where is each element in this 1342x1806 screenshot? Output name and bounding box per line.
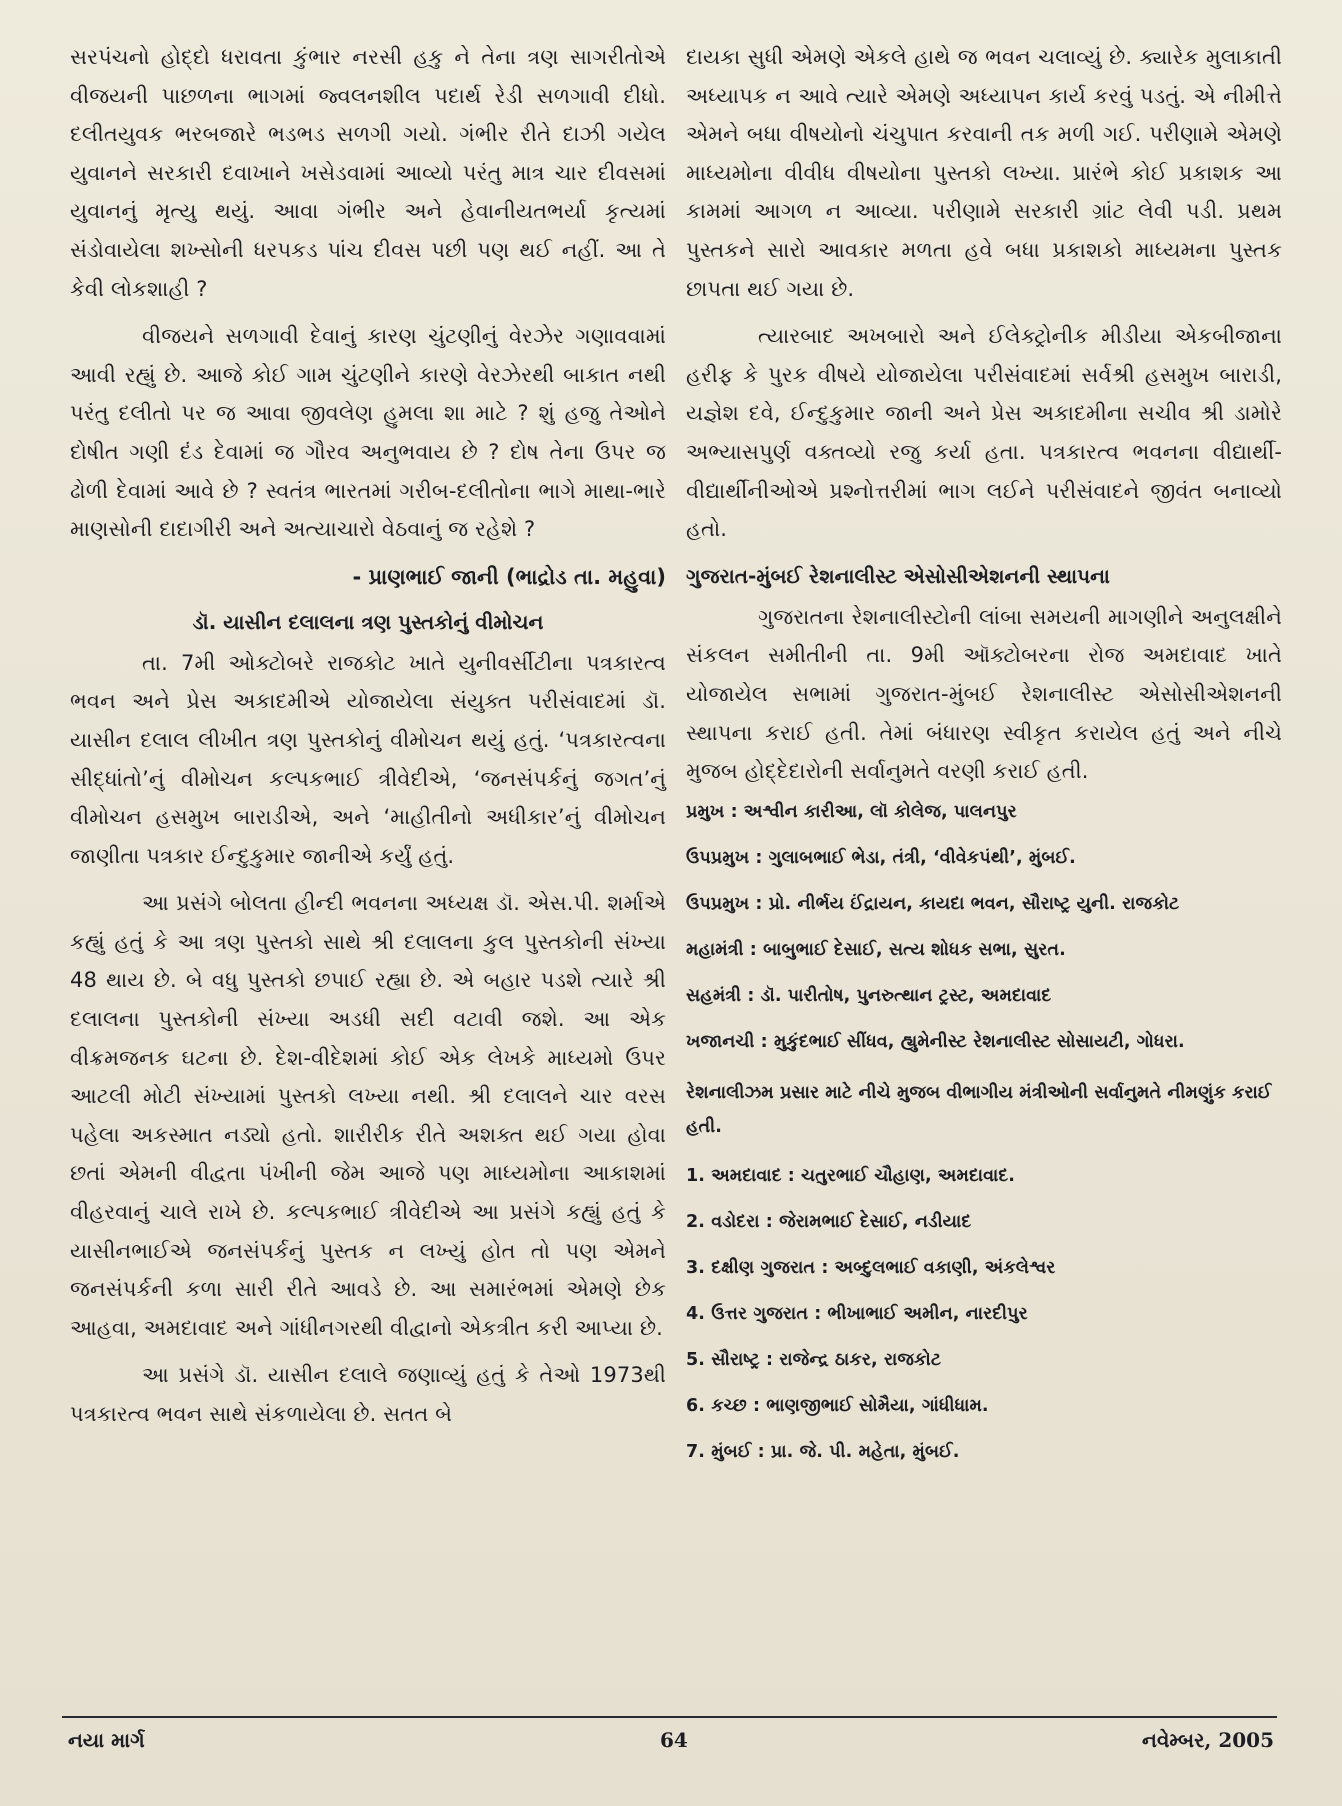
- list-item: 2. વડોદરા : જેરામભાઈ દેસાઈ, નડીયાદ: [686, 1211, 972, 1232]
- list-item: 6. કચ્છ : ભાણજીભાઈ સોમૈયા, ગાંધીધામ.: [686, 1395, 989, 1416]
- list-item: પ્રમુખ : અશ્વીન કારીઆ, લૉ કોલેજ, પાલનપુર: [686, 801, 1017, 822]
- article-paragraph: ત્યારબાદ અખબારો અને ઈલેક્ટ્રોનીક મીડીયા એકબીજાના હરીફ કે પુરક વીષયે યોજાયેલા પરીસંવાદમાં સર્વશ્રી હસમુખ બારાડી, યજ્ઞેશ દવે, ઈન્દુકુમાર જાની અને પ્રેસ અકાદમીના સચીવ શ્રી ડામોરે અભ્યાસપુર્ણ વક્તવ્યો રજુ કર્યા હતા. પત્રકારત્વ ભવનના વીદ્યાર્થી-વીદ્યાર્થીનીઓએ પ્રશ્નોત્તરીમાં ભાગ લઈને પરીસંવાદને જીવંત બનાવ્યો હતો.: [686, 324, 1282, 542]
- list-item: ખજાનચી : મુકુંદભાઈ સીંધવ, હ્યુમેનીસ્ટ રેશનાલીસ્ટ સોસાયટી, ગોધરા.: [686, 1031, 1185, 1052]
- magazine-name: નયા માર્ગ: [68, 1728, 145, 1752]
- appointment-note: રેશનાલીઝમ પ્રસાર માટે નીચે મુજબ વીભાગીય મંત્રીઓની સર્વાનુમતે નીમણુંક કરાઈ હતી.: [686, 1082, 1272, 1137]
- list-item: 3. દક્ષીણ ગુજરાત : અબ્દુલભાઈ વકાણી, અંકલેશ્વર: [686, 1257, 1056, 1278]
- article-paragraph: ગુજરાતના રેશનાલીસ્ટોની લાંબા સમયની માગણીને અનુલક્ષીને સંકલન સમીતીની તા. 9મી ઑક્ટોબરના રોજ અમદાવાદ ખાતે યોજાયેલ સભામાં ગુજરાત-મુંબઈ રેશનાલીસ્ટ એસોસીએશનની સ્થાપના કરાઈ હતી. તેમાં બંધારણ સ્વીકૃત કરાયેલ હતું અને નીચે મુજબ હોદ્દેદારોની સર્વાનુમતે વરણી કરાઈ હતી.: [686, 604, 1282, 784]
- list-item: ઉપપ્રમુખ : પ્રો. નીર્ભય ઈંદ્રાયન, કાયદા ભવન, સૌરાષ્ટ્ર યુની. રાજકોટ: [686, 893, 1180, 914]
- article-paragraph: દાયકા સુધી એમણે એકલે હાથે જ ભવન ચલાવ્યું છે. ક્યારેક મુલાકાતી અધ્યાપક ન આવે ત્યારે એમણે અધ્યાપન કાર્ય કરવું પડતું. એ નીમીત્તે એમને બધા વીષયોનો ચંચુપાત કરવાની તક મળી ગઈ. પરીણામે એમણે માધ્યમોના વીવીધ વીષયોના પુસ્તકો લખ્યા. પ્રારંભે કોઈ પ્રકાશક આ કામમાં આગળ ન આવ્યા. પરીણામે સરકારી ગ્રાંટ લેવી પડી. પ્રથમ પુસ્તકને સારો આવકાર મળતા હવે બધા પ્રકાશકો માધ્યમના પુસ્તક છાપતા થઈ ગયા છે.: [686, 45, 1282, 301]
- officers-list: [686, 800, 1282, 1055]
- list-item: 7. મુંબઈ : પ્રા. જે. પી. મહેતા, મુંબઈ.: [686, 1441, 960, 1462]
- page-number: 64: [660, 1728, 688, 1752]
- left-column: [70, 38, 666, 1443]
- list-item: સહમંત્રી : ડૉ. પારીતોષ, પુનરુત્થાન ટ્રસ્ટ, અમદાવાદ: [686, 985, 1052, 1006]
- list-item: 1. અમદાવાદ : ચતુરભાઈ ચૌહાણ, અમદાવાદ.: [686, 1165, 1016, 1186]
- article-paragraph: વીજયને સળગાવી દેવાનું કારણ ચુંટણીનું વેરઝેર ગણાવવામાં આવી રહ્યું છે. આજે કોઈ ગામ ચુંટણીને કારણે વેરઝેરથી બાકાત નથી પરંતુ દલીતો પર જ આવા જીવલેણ હુમલા શા માટે ? શું હજુ તેઓને દોષીત ગણી દંડ દેવામાં જ ગૌરવ અનુભવાય છે ? દોષ તેના ઉપર જ ઢોળી દેવામાં આવે છે ? સ્વતંત્ર ભારતમાં ગરીબ-દલીતોના ભાગે માથા-ભારે માણસોની દાદાગીરી અને અત્યાચારો વેઠવાનું જ રહેશે ?: [70, 324, 666, 542]
- list-item: ઉપપ્રમુખ : ગુલાબભાઈ ભેડા, તંત્રી, ‘વીવેકપંથી’, મુંબઈ.: [686, 847, 1076, 868]
- section-heading: ગુજરાત-મુંબઈ રેશનાલીસ્ટ એસોસીએશનની સ્થાપના: [686, 563, 1110, 588]
- issue-date: નવેમ્બર, 2005: [1142, 1728, 1274, 1752]
- list-item: 5. સૌરાષ્ટ્ર : રાજેન્દ્ર ઠાકર, રાજકોટ: [686, 1349, 942, 1370]
- article-paragraph: આ પ્રસંગે બોલતા હીન્દી ભવનના અધ્યક્ષ ડૉ. એસ.પી. શર્માએ કહ્યું હતું કે આ ત્રણ પુસ્તકો સાથે શ્રી દલાલના કુલ પુસ્તકોની સંખ્યા 48 થાય છે. બે વધુ પુસ્તકો છપાઈ રહ્યા છે. એ બહાર પડશે ત્યારે શ્રી દલાલના પુસ્તકોની સંખ્યા અડધી સદી વટાવી જશે. આ એક વીક્રમજનક ઘટના છે. દેશ-વીદેશમાં કોઈ એક લેખકે માધ્યમો ઉપર આટલી મોટી સંખ્યામાં પુસ્તકો લખ્યા નથી. શ્રી દલાલને ચાર વરસ પહેલા અકસ્માત નડ્યો હતો. શારીરીક રીતે અશક્ત થઈ ગયા હોવા છતાં એમની વીદ્વતા પંખીની જેમ આજે પણ માધ્યમોના આકાશમાં વીહરવાનું ચાલે રાખે છે. કલ્પકભાઈ ત્રીવેદીએ આ પ્રસંગે કહ્યું હતું કે યાસીનભાઈએ જનસંપર્કનું પુસ્તક ન લખ્યું હોત તો પણ એમને જનસંપર્કની કળા સારી રીતે આવડે છે. આ સમારંભમાં એમણે છેક આહવા, અમદાવાદ અને ગાંધીનગરથી વીદ્વાનો એકત્રીત કરી આપ્યા છે.: [70, 891, 666, 1340]
- article-paragraph: આ પ્રસંગે ડૉ. યાસીન દલાલે જણાવ્યું હતું કે તેઓ 1973થી પત્રકારત્વ ભવન સાથે સંકળાયેલા છે. સતત બે: [70, 1363, 666, 1426]
- article-paragraph: તા. 7મી ઓક્ટોબરે રાજકોટ ખાતે યુનીવર્સીટીના પત્રકારત્વ ભવન અને પ્રેસ અકાદમીએ યોજાયેલા સંયુક્ત પરીસંવાદમાં ડૉ. યાસીન દલાલ લીખીત ત્રણ પુસ્તકોનું વીમોચન થયું હતું. ‘પત્રકારત્વના સીદ્ધાંતો’નું વીમોચન કલ્પકભાઈ ત્રીવેદીએ, ‘જનસંપર્કનું જગત’નું વીમોચન હસમુખ બારાડીએ, અને ‘માહીતીનો અધીકાર’નું વીમોચન જાણીતા પત્રકાર ઈન્દુકુમાર જાનીએ કર્યું હતું.: [70, 650, 666, 868]
- footer-divider: [62, 1716, 1277, 1718]
- article-paragraph: સરપંચનો હોદ્દો ધરાવતા કુંભાર નરસી હકુ ને તેના ત્રણ સાગરીતોએ વીજયની પાછળના ભાગમાં જ્વલનશીલ પદાર્થ રેડી સળગાવી દીધો. દલીતયુવક ભરબજારે ભડભડ સળગી ગયો. ગંભીર રીતે દાઝી ગયેલ યુવાનને સરકારી દવાખાને ખસેડવામાં આવ્યો પરંતુ માત્ર ચાર દીવસમાં યુવાનનું મૃત્યુ થયું. આવા ગંભીર અને હેવાનીયતભર્યા કૃત્યમાં સંડોવાયેલા શખ્સોની ધરપકડ પાંચ દીવસ પછી પણ થઈ નહીં. આ તે કેવી લોકશાહી ?: [70, 45, 666, 301]
- regional-secretaries-list: [686, 1164, 1282, 1465]
- author-signature: - પ્રાણભાઈ જાની (ભાદ્રોડ તા. મહુવા): [352, 564, 666, 589]
- list-item: 4. ઉત્તર ગુજરાત : ભીખાભાઈ અમીન, નારદીપુર: [686, 1303, 1028, 1324]
- list-item: મહામંત્રી : બાબુભાઈ દેસાઈ, સત્ય શોધક સભા, સુરત.: [686, 939, 1066, 960]
- right-column: [686, 38, 1282, 1486]
- section-heading: ડૉ. યાસીન દલાલના ત્રણ પુસ્તકોનું વીમોચન: [192, 609, 544, 634]
